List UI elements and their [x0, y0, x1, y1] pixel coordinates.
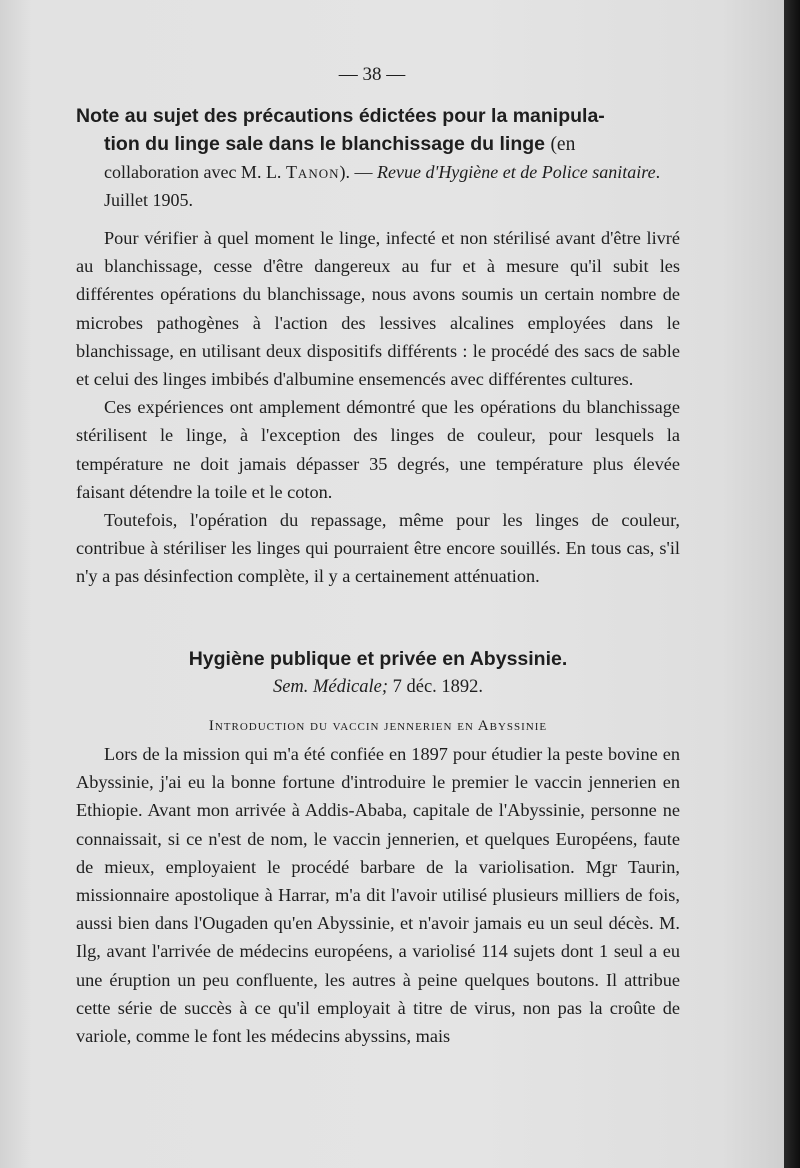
page-number: — 38 — — [338, 64, 406, 85]
note-reference — [76, 158, 680, 214]
source-date: 7 déc. 1892. — [388, 677, 484, 697]
paragraph: Ces expériences ont amplement démontré que les opérations du blanchissage stérilisent le linge, à l'exception des linges de couleur, pour lesquels la température ne doit jamais dépasser 35 degrés, une température plus élevée faisant détendre la toile et le coton. — [76, 397, 680, 502]
note-title-line-1: Note au sujet des précautions édictées pour la manipula- — [76, 105, 605, 127]
ref-collab-text: collaboration avec M. L. — [104, 162, 282, 182]
note-body — [76, 224, 680, 591]
ref-date: . Juillet 1905. — [104, 162, 661, 210]
paragraph: Toutefois, l'opération du repassage, même pour les linges de couleur, contribue à stériliser les linges qui pourraient être encore souillés. En tous cas, s'il n'y a pas désinfection complète, il y a certainement atténuation. — [76, 510, 680, 587]
paragraph: Lors de la mission qui m'a été confiée en 1897 pour étudier la peste bovine en Abyssinie, j'ai eu la bonne fortune d'introduire le premier le vaccin jennerien en Ethiopie. Avant mon arrivée à Addis-Ababa, capitale de l'Abyssinie, personne ne connaissait, si ce n'est de nom, le vaccin jennerien, et quelques Européens, faute de mieux, employaient le procédé barbare de la variolisation. Mgr Taurin, missionnaire apostolique à Harrar, m'a dit l'avoir utilisé plusieurs milliers de fois, aussi bien dans l'Ougaden qu'en Abyssinie, et n'avoir jamais eu un seul décès. M. Ilg, avant l'arrivée de médecins européens, a variolisé 114 sujets dont 1 seul a eu une éruption un peu confluente, les autres à peine quelques boutons. Il attribue cette série de succès à ce qu'il employait à titre de virus, non pas la croûte de variole, comme le font les médecins abyssins, mais — [76, 744, 680, 1047]
collab-open: (en — [550, 134, 576, 155]
subsection-title: Introduction du vaccin jennerien en Abyssinie — [208, 718, 548, 734]
paragraph: Pour vérifier à quel moment le linge, infecté et non stérilisé avant d'être livré au blanchissage, cesse d'être dangereux au fur et à mesure qu'il subit les différentes opérations du blanchissage, nous avons soumis un certain nombre de microbes pathogènes à l'action des lessives alcalines employées dans le blanchissage, en utilisant deux dispositifs différents : le procédé des sacs de sable et celui des linges imbibés d'albumine ensemencés avec différentes cultures. — [76, 228, 680, 390]
journal-name: Revue d'Hygiène et de Police sanitaire — [377, 162, 656, 182]
scan-edge — [784, 0, 800, 1168]
section-source — [76, 677, 680, 698]
collab-name: Tanon — [285, 162, 340, 182]
note-title-line-2-text: tion du linge sale dans le blanchissage du linge — [104, 133, 546, 155]
note-title — [76, 102, 680, 159]
ref-dash: ). — — [339, 162, 373, 182]
source-journal: Sem. Médicale; — [272, 677, 388, 697]
section-body — [76, 740, 680, 1050]
section-title: Hygiène publique et privée en Abyssinie. — [188, 648, 568, 670]
note-title-line-2 — [76, 130, 680, 159]
